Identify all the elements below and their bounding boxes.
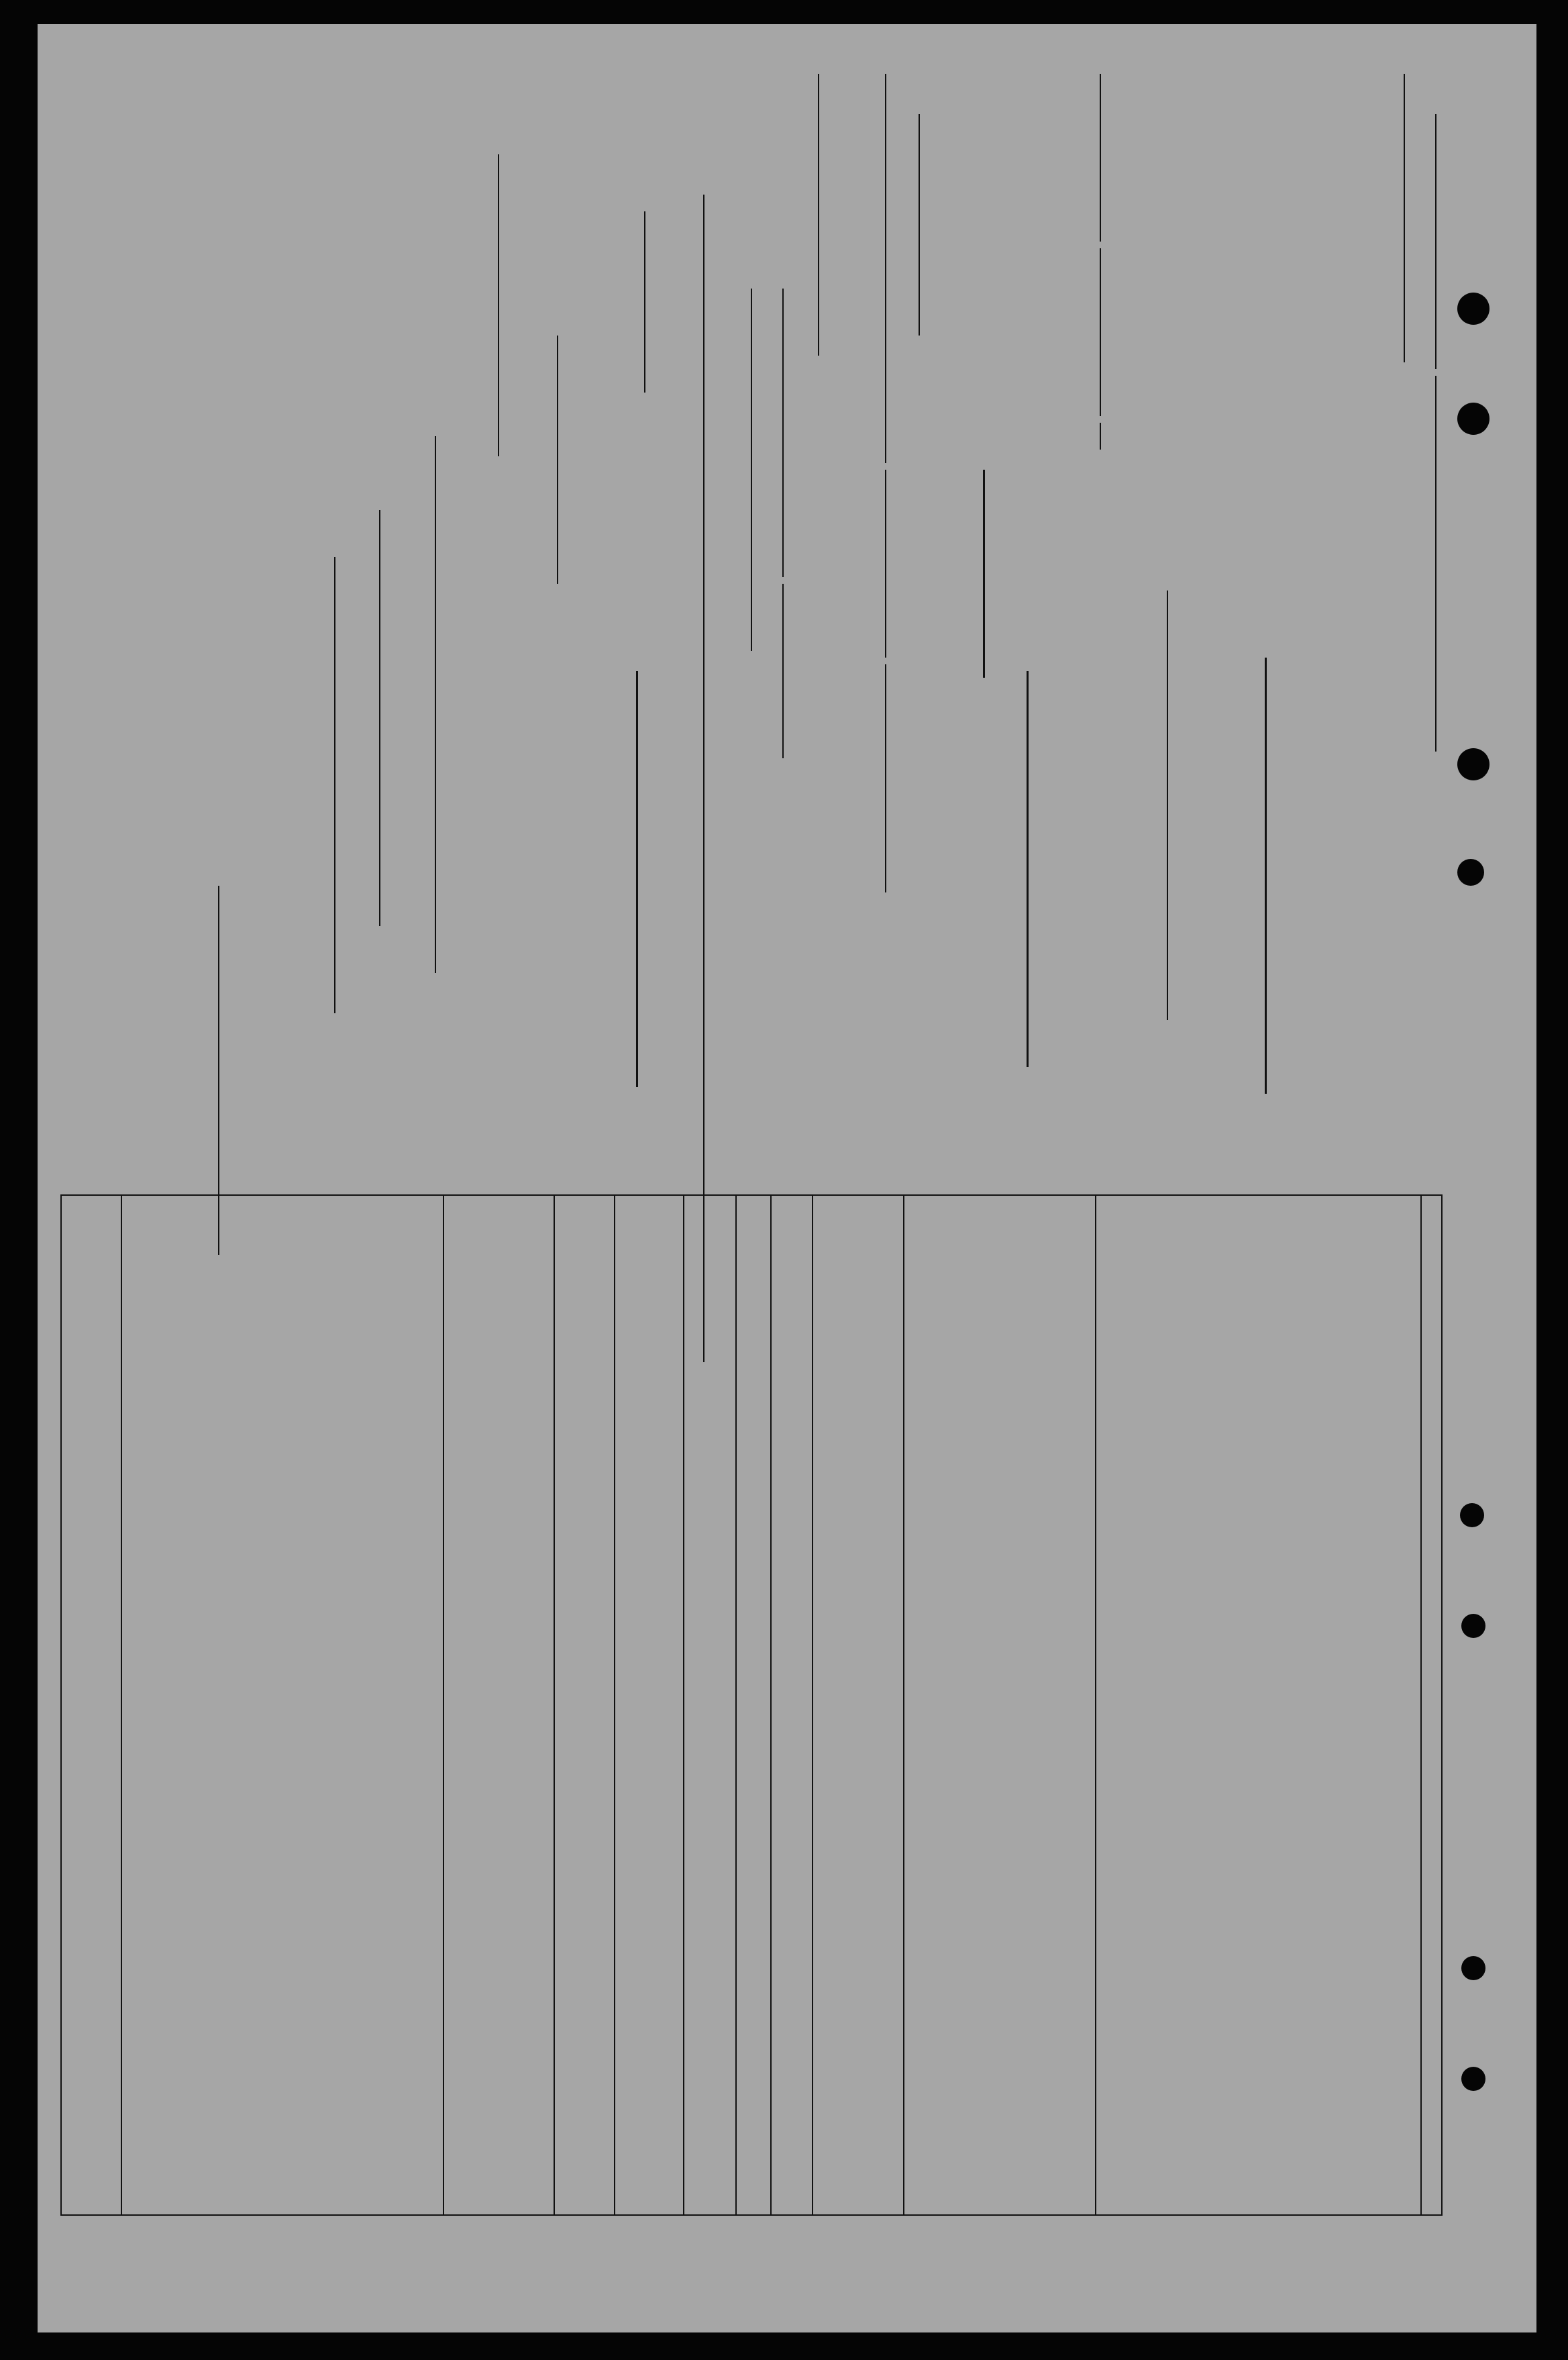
col-div-10 — [443, 1194, 444, 2214]
col-div-1 — [1420, 1194, 1422, 2214]
master-sig-line — [1265, 658, 1267, 1094]
col-div-5 — [770, 1194, 772, 2214]
cover-rule-5 — [498, 154, 499, 456]
cover-rule-3 — [379, 510, 380, 926]
oath-line-2 — [1399, 74, 1421, 362]
table-bottom-border — [60, 2214, 1443, 2216]
cover-rule-7 — [644, 211, 645, 393]
col-div-3 — [903, 1194, 904, 2214]
punch-hole — [1461, 1956, 1485, 1980]
cert-line-2 — [880, 74, 902, 892]
cover-rule-2 — [334, 557, 335, 1013]
deputy-line-2 — [636, 671, 638, 1087]
col-div-7 — [683, 1194, 684, 2214]
col-div-4 — [812, 1194, 813, 2214]
punch-hole — [1457, 859, 1484, 886]
cert-lord-line — [746, 289, 768, 651]
deputy-line-1a — [983, 470, 985, 678]
cert-given-line — [813, 74, 835, 356]
cover-rule-8 — [703, 195, 704, 1362]
oath-port-line — [1162, 591, 1184, 1020]
punch-hole — [1461, 2067, 1485, 2091]
cover-rule-6 — [557, 336, 558, 584]
punch-hole — [1457, 403, 1489, 435]
table-left-border — [60, 1194, 62, 2214]
punch-hole — [1461, 1614, 1485, 1638]
punch-hole — [1457, 748, 1489, 780]
deputy-line-1b — [1027, 671, 1029, 1067]
col-div-8 — [614, 1194, 615, 2214]
oath-line-1 — [1430, 114, 1453, 752]
col-div-2 — [1095, 1194, 1096, 2214]
col-div-9 — [554, 1194, 555, 2214]
table-right-border — [1441, 1194, 1443, 2214]
col-div-11 — [121, 1194, 122, 2214]
cover-rule-1 — [218, 886, 219, 1255]
punch-hole — [1460, 1503, 1484, 1527]
col-div-6 — [735, 1194, 737, 2214]
cover-rule-4 — [435, 436, 436, 973]
punch-hole — [1457, 293, 1489, 325]
cert-line-1 — [914, 114, 936, 336]
cert-this-line — [778, 289, 800, 758]
table-top-border — [60, 1194, 1443, 1196]
oath-subscribed-line — [1095, 74, 1117, 450]
